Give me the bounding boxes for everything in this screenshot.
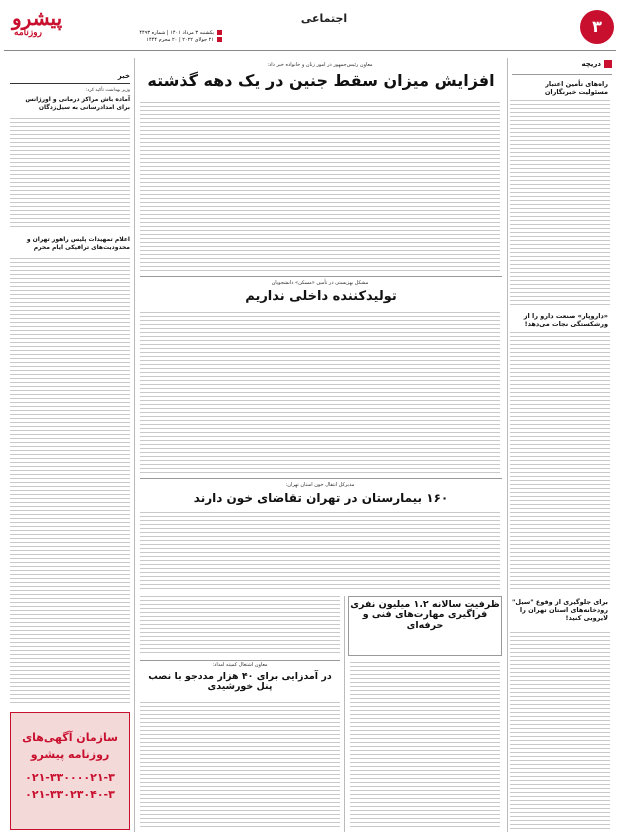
page-number-badge: ۳	[580, 10, 614, 44]
main-story-body	[140, 102, 500, 272]
story3-headline: ۱۶۰ بیمارستان در تهران تقاضای خون دارند	[193, 491, 449, 505]
advertisement-box	[10, 712, 130, 830]
story4-headline: ظرفیت سالانه ۱.۲ میلیون نفری فراگیری مهارت‌های فنی و حرفه‌ای	[350, 599, 500, 631]
divider-1	[140, 276, 502, 277]
dateline	[112, 30, 222, 44]
story5-headline: در آمدزایی برای ۴۰ هزار مددجو با نصب پنل خورشیدی	[148, 671, 332, 693]
main-story-headline: افزایش میزان سقط جنین در یک دهه گذشته	[147, 71, 495, 90]
left-item-2-title: اعلام تمهیدات پلیس راهور تهران و محدودیت‌های ترافیکی ایام محرم	[26, 236, 130, 251]
ad-line-1: سازمان آگهی‌های	[22, 731, 118, 744]
story5-body	[140, 702, 340, 830]
left-column-divider	[134, 58, 135, 832]
right-label-rule	[512, 74, 612, 75]
right-item-1-body	[510, 100, 610, 305]
story3-body	[140, 512, 500, 592]
story2-kicker: مشکل بهزیستی در تأمین «مسکن» دانشجویان	[271, 280, 369, 286]
story3-continuation	[140, 596, 340, 656]
logo-sub: روزنامه	[14, 28, 42, 38]
header-divider	[4, 50, 616, 51]
story4-divider	[344, 596, 345, 832]
story2-headline: تولیدکننده داخلی نداریم	[245, 289, 397, 304]
right-item-3-body	[510, 632, 610, 832]
story2-body	[140, 312, 500, 474]
story4-body	[350, 662, 500, 830]
logo-main: پیشرو	[12, 6, 63, 30]
divider-3	[140, 660, 340, 661]
left-item-1-body	[10, 118, 130, 228]
right-item-3-title: برای جلوگیری از وقوع "سیل" رودخانه‌های استان تهران را لایروبی کنید!	[512, 598, 608, 622]
section-title: اجتماعی	[300, 12, 348, 25]
newspaper-logo	[6, 6, 80, 44]
bullet-square-icon	[217, 30, 222, 35]
left-item-1-title: آماده باش مراکز درمانی و اورژانس برای امدادرسانی به سیل‌زدگان	[25, 96, 130, 111]
left-item-1-kicker: وزیر بهداشت تأکید کرد:	[85, 88, 130, 93]
story5-kicker: معاون اشتغال کمیته امداد:	[212, 662, 268, 668]
right-column-label: دریچه	[512, 60, 612, 72]
date-line-1: یکشنبه ۳ مرداد ۱۴۰۱ | شماره ۴۴۹۳	[139, 30, 214, 36]
left-item-2-body	[10, 258, 130, 706]
bullet-square-icon	[217, 37, 222, 42]
label-marker-icon	[604, 60, 612, 68]
main-story-kicker: معاون رئیس‌جمهور در امور زنان و خانواده خبر داد:	[267, 62, 373, 68]
divider-2	[140, 478, 502, 479]
right-item-1-title: راه‌های تأمین اعتبار مسئولیت خبرنگاران	[544, 80, 608, 96]
ad-phone-2: ۰۲۱-۳۳۰۲۳۰۴۰-۳	[25, 788, 115, 801]
ad-phone-1: ۰۲۱-۳۳۰۰۰۰۲۱-۳	[25, 771, 115, 784]
ad-line-2: روزنامه پیشرو	[30, 748, 110, 761]
left-column-label: خبر	[10, 72, 130, 84]
right-item-2-title: «داروپار» صنعت دارو را از ورشکستگی نجات می‌دهد!	[523, 312, 608, 328]
right-column-divider	[507, 58, 508, 832]
date-line-2: ۲۱ جولای ۲۰۲۲ | ۲۰ محرم ۱۴۴۴	[146, 37, 214, 43]
story3-kicker: مدیرکل انتقال خون استان تهران:	[285, 482, 355, 488]
right-item-2-body	[510, 332, 610, 590]
masthead	[4, 4, 616, 48]
